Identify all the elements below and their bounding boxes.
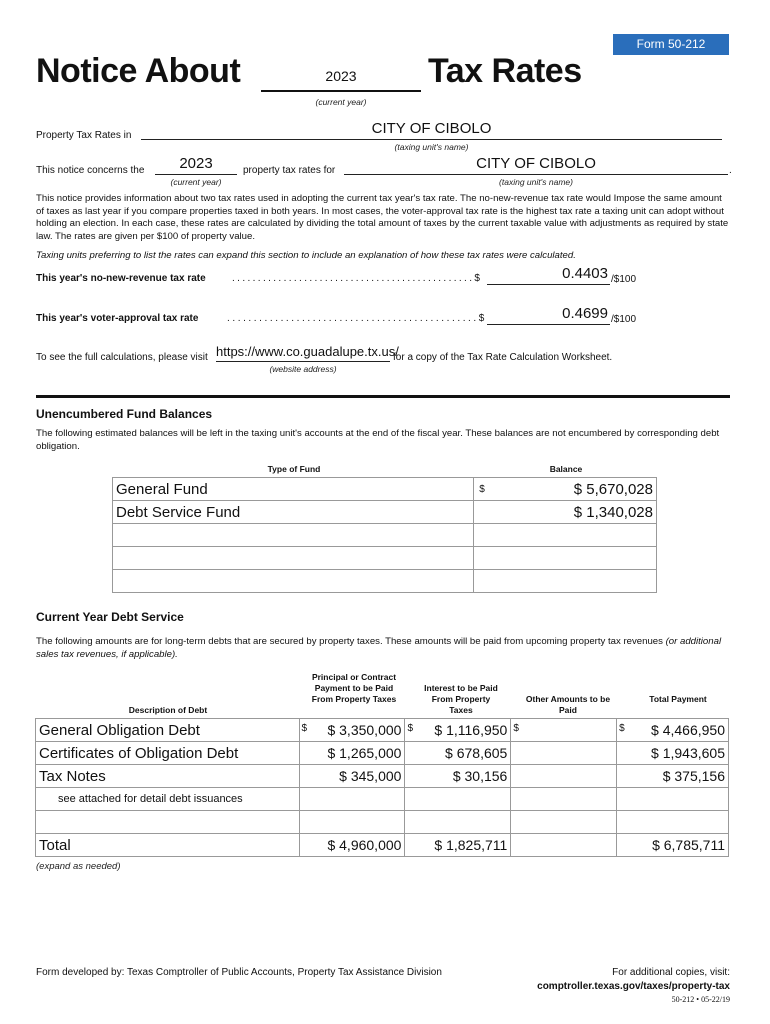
interest-total[interactable]: $ 1,825,711 bbox=[405, 834, 511, 857]
table-row bbox=[36, 742, 729, 765]
concerns-unit-field[interactable]: CITY OF CIBOLO bbox=[476, 155, 596, 172]
principal-cell[interactable] bbox=[299, 788, 405, 811]
fund-type-cell[interactable] bbox=[113, 524, 474, 547]
dollar-sign: $ bbox=[301, 723, 308, 734]
footer-form-code: 50-212 • 05-22/19 bbox=[671, 995, 730, 1004]
nnr-per: /$100 bbox=[611, 274, 637, 285]
interest-cell[interactable] bbox=[405, 788, 511, 811]
table-row bbox=[113, 478, 657, 501]
italic-note: Taxing units preferring to list the rates can expand this section to include an explanation of how these tax rates were calculated. bbox=[36, 250, 576, 261]
fund-heading: Unencumbered Fund Balances bbox=[36, 407, 213, 421]
footer-copies: For additional copies, visit: bbox=[612, 967, 730, 978]
table-row bbox=[113, 570, 657, 593]
table-row bbox=[113, 524, 657, 547]
principal-cell[interactable]: $ 1,265,000 bbox=[299, 742, 405, 765]
va-dots: . . . . . . . . . . . . . . . . . . . . . . . . . . . . . . . . . . . . . . . . . . . . . . . $ bbox=[227, 313, 485, 324]
expand-note: (expand as needed) bbox=[36, 861, 121, 872]
col-interest: Interest to be Paid From Property Taxes bbox=[424, 683, 498, 715]
fund-balance-cell[interactable]: $ 1,340,028 bbox=[474, 501, 657, 524]
footer-developer: Form developed by: Texas Comptroller of Public Accounts, Property Tax Assistance Division bbox=[36, 967, 442, 978]
grand-total[interactable]: $ 6,785,711 bbox=[617, 834, 729, 857]
unit-caption: (taxing unit's name) bbox=[394, 142, 469, 152]
interest-cell[interactable] bbox=[405, 719, 511, 742]
website-field[interactable]: https://www.co.guadalupe.tx.us/ bbox=[216, 344, 399, 359]
principal-cell[interactable] bbox=[299, 719, 405, 742]
fund-balance-cell[interactable] bbox=[474, 570, 657, 593]
col-total: Total Payment bbox=[649, 694, 707, 704]
total-cell[interactable]: $ 1,943,605 bbox=[617, 742, 729, 765]
debt-description-text: The following amounts are for long-term debts that are secured by property taxes. These amounts will be paid from upcoming property tax revenues bbox=[36, 636, 666, 647]
total-cell[interactable] bbox=[617, 811, 729, 834]
interest-cell[interactable]: $ 30,156 bbox=[405, 765, 511, 788]
year-caption: (current year) bbox=[315, 97, 367, 107]
website-label: To see the full calculations, please visit bbox=[36, 352, 208, 363]
total-value: $ 4,466,950 bbox=[651, 722, 725, 738]
fund-type-cell[interactable] bbox=[113, 547, 474, 570]
fund-balance-cell[interactable] bbox=[474, 478, 657, 501]
fund-description: The following estimated balances will be left in the taxing unit's accounts at the end of the fiscal year. These balances are not encumbered by corresponding debt obligation. bbox=[36, 428, 720, 452]
fund-balance-value: $ 5,670,028 bbox=[573, 480, 653, 498]
debt-desc-cell[interactable]: General Obligation Debt bbox=[36, 719, 300, 742]
principal-cell[interactable]: $ 345,000 bbox=[299, 765, 405, 788]
debt-desc-cell[interactable] bbox=[36, 811, 300, 834]
interest-cell[interactable]: $ 678,605 bbox=[405, 742, 511, 765]
intro-paragraph: This notice provides information about two tax rates used in adopting the current tax year's tax rate. The no-new-revenue tax rate would Impose the same amount of taxes as last year if you compare properties taxed in both years. In most cases, the voter-approval tax rate is the highest tax rate a taxing unit can adopt without holding an election. In each case, these rates are calculated by dividing the total amount of taxes by the current taxable value with adjustments as required by state law. The rates are given per $100 of property value. bbox=[36, 193, 729, 242]
table-row bbox=[113, 547, 657, 570]
concerns-year-caption: (current year) bbox=[170, 177, 222, 187]
principal-cell[interactable] bbox=[299, 811, 405, 834]
fund-table bbox=[112, 477, 657, 593]
fund-type-cell[interactable]: General Fund bbox=[113, 478, 474, 501]
fund-balance-cell[interactable] bbox=[474, 547, 657, 570]
dollar-sign: $ bbox=[479, 484, 485, 495]
debt-heading: Current Year Debt Service bbox=[36, 610, 184, 624]
table-row bbox=[113, 501, 657, 524]
dollar-sign: $ bbox=[407, 723, 413, 734]
col-principal: Principal or Contract Payment to be Paid From Property Taxes bbox=[311, 672, 397, 704]
title-left: Notice About bbox=[36, 52, 241, 90]
website-caption: (website address) bbox=[269, 364, 337, 374]
col-balance: Balance bbox=[549, 464, 583, 474]
form-number-tag: Form 50-212 bbox=[613, 34, 729, 55]
year-field[interactable]: 2023 bbox=[325, 68, 357, 84]
table-row bbox=[36, 834, 729, 857]
debt-table bbox=[35, 718, 729, 857]
concerns-label: This notice concerns the bbox=[36, 165, 145, 176]
period-mark: . bbox=[729, 165, 732, 176]
debt-desc-cell[interactable]: Tax Notes bbox=[36, 765, 300, 788]
nnr-label: This year's no-new-revenue tax rate bbox=[36, 273, 206, 284]
unit-label: Property Tax Rates in bbox=[36, 130, 132, 141]
unit-field[interactable]: CITY OF CIBOLO bbox=[371, 120, 492, 137]
nnr-dots: . . . . . . . . . . . . . . . . . . . . . . . . . . . . . . . . . . . . . . . . . . . . . . . $ bbox=[232, 273, 480, 284]
fund-balance-cell[interactable] bbox=[474, 524, 657, 547]
principal-value: $ 3,350,000 bbox=[327, 722, 402, 738]
debt-description-italic: (or additional sales tax revenues, if applicable). bbox=[36, 636, 722, 660]
dollar-sign: $ bbox=[513, 723, 519, 734]
fund-type-cell[interactable] bbox=[113, 570, 474, 593]
col-type-of-fund: Type of Fund bbox=[267, 464, 321, 474]
concerns-year-field[interactable]: 2023 bbox=[179, 155, 213, 172]
fund-type-cell[interactable]: Debt Service Fund bbox=[113, 501, 474, 524]
va-label: This year's voter-approval tax rate bbox=[36, 313, 199, 324]
interest-cell[interactable] bbox=[405, 811, 511, 834]
other-cell[interactable] bbox=[511, 742, 617, 765]
nnr-rate-field[interactable]: 0.4403 bbox=[562, 265, 608, 282]
va-rate-field[interactable]: 0.4699 bbox=[562, 305, 608, 322]
debt-description bbox=[36, 636, 732, 661]
footer-url[interactable]: comptroller.texas.gov/taxes/property-tax bbox=[537, 981, 730, 992]
debt-total-label: Total bbox=[36, 834, 300, 857]
debt-desc-cell[interactable]: Certificates of Obligation Debt bbox=[36, 742, 300, 765]
concerns-middle: property tax rates for bbox=[243, 165, 336, 176]
va-per: /$100 bbox=[611, 314, 637, 325]
total-cell[interactable] bbox=[617, 788, 729, 811]
principal-total[interactable]: $ 4,960,000 bbox=[299, 834, 405, 857]
website-after: for a copy of the Tax Rate Calculation Worksheet. bbox=[393, 352, 613, 363]
other-cell[interactable] bbox=[511, 811, 617, 834]
col-other: Other Amounts to be Paid bbox=[525, 694, 611, 715]
table-row bbox=[36, 765, 729, 788]
table-row bbox=[36, 719, 729, 742]
table-row bbox=[36, 788, 729, 811]
other-total[interactable] bbox=[511, 834, 617, 857]
interest-value: $ 1,116,950 bbox=[434, 722, 508, 738]
debt-desc-cell[interactable]: see attached for detail debt issuances bbox=[36, 788, 300, 811]
section-divider bbox=[36, 395, 730, 398]
table-row bbox=[36, 811, 729, 834]
total-cell[interactable] bbox=[617, 719, 729, 742]
dollar-sign: $ bbox=[619, 723, 625, 734]
other-cell[interactable] bbox=[511, 765, 617, 788]
title-right: Tax Rates bbox=[428, 52, 582, 90]
concerns-unit-caption: (taxing unit's name) bbox=[499, 177, 573, 187]
total-cell[interactable]: $ 375,156 bbox=[617, 765, 729, 788]
other-cell[interactable] bbox=[511, 719, 617, 742]
col-description: Description of Debt bbox=[128, 705, 208, 715]
other-cell[interactable] bbox=[511, 788, 617, 811]
